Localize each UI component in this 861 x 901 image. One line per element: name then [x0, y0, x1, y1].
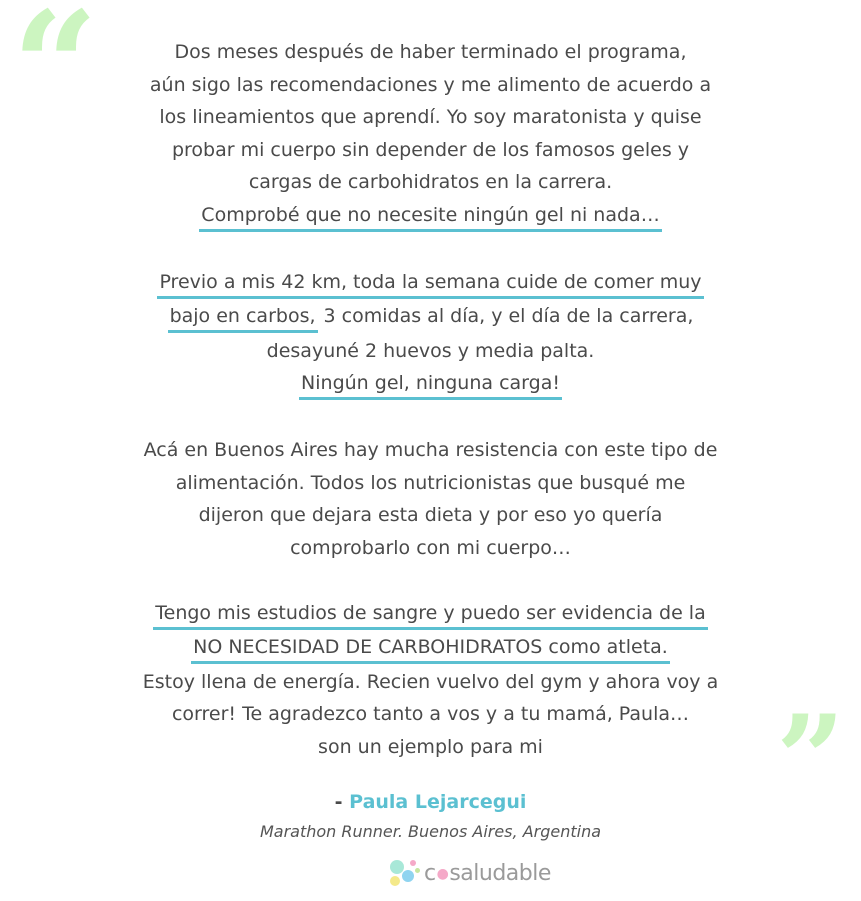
testimonial-paragraph-2 — [0, 266, 861, 402]
text-line: Estoy llena de energía. Recien vuelvo del gym y ahora voy a — [142, 670, 719, 693]
text-line: son un ejemplo para mi — [318, 735, 543, 758]
text-line — [0, 199, 861, 234]
text-line: alimentación. Todos los nutricionistas que busqué me — [175, 471, 686, 494]
text-line: dijeron que dejara esta dieta y por eso yo quería — [198, 504, 663, 526]
testimonial-paragraph-1 — [0, 36, 861, 233]
highlighted-text: Previo a mis 42 km, toda la semana cuide de comer muy — [157, 268, 703, 299]
text-line: los lineamientos que aprendí. Yo soy maratonista y quise — [159, 106, 702, 128]
text-line — [0, 367, 861, 402]
text-line: cargas de carbohidratos en la carrera. — [248, 171, 613, 193]
text-line: comprobarlo con mi cuerpo… — [290, 536, 571, 559]
highlighted-text: bajo en carbos, — [168, 302, 318, 333]
author-name: Paula Lejarcegui — [349, 791, 527, 813]
text-line — [0, 266, 861, 301]
testimonial-paragraph-3 — [0, 434, 861, 564]
text-line: Dos meses después de haber terminado el programa, — [174, 41, 687, 63]
brand-logo — [388, 855, 551, 891]
testimonial-paragraph-4 — [0, 597, 861, 764]
highlighted-text: Comprobé que no necesite ningún gel ni nada… — [199, 201, 661, 232]
text-line: probar mi cuerpo sin depender de los famosos geles y — [171, 138, 690, 161]
logo-text: c●saludable — [424, 860, 551, 886]
text-line — [0, 597, 861, 632]
text-segment: 3 comidas al día, y el día de la carrera, — [317, 305, 694, 327]
text-line: correr! Te agradezco tanto a vos y a tu mamá, Paula… — [171, 703, 690, 725]
text-line — [0, 300, 861, 335]
open-quote-icon: “ — [12, 0, 99, 155]
author-line — [0, 791, 861, 813]
testimonial-text — [0, 36, 861, 763]
author-dash: - — [334, 791, 350, 813]
text-line: aún sigo las recomendaciones y me alimento de acuerdo a — [149, 73, 712, 96]
highlighted-text: Ningún gel, ninguna carga! — [299, 369, 562, 400]
close-quote-icon: ” — [776, 689, 846, 830]
highlighted-text: NO NECESIDAD DE CARBOHIDRATOS como atleta. — [191, 633, 670, 664]
text-line — [0, 631, 861, 666]
text-line: desayuné 2 huevos y media palta. — [266, 339, 595, 362]
colored-dots-icon — [388, 856, 422, 890]
highlighted-text: Tengo mis estudios de sangre y puedo ser evidencia de la — [153, 599, 707, 630]
author-subtitle: Marathon Runner. Buenos Aires, Argentina — [259, 822, 602, 841]
text-line: Acá en Buenos Aires hay mucha resistencia con este tipo de — [143, 439, 718, 461]
